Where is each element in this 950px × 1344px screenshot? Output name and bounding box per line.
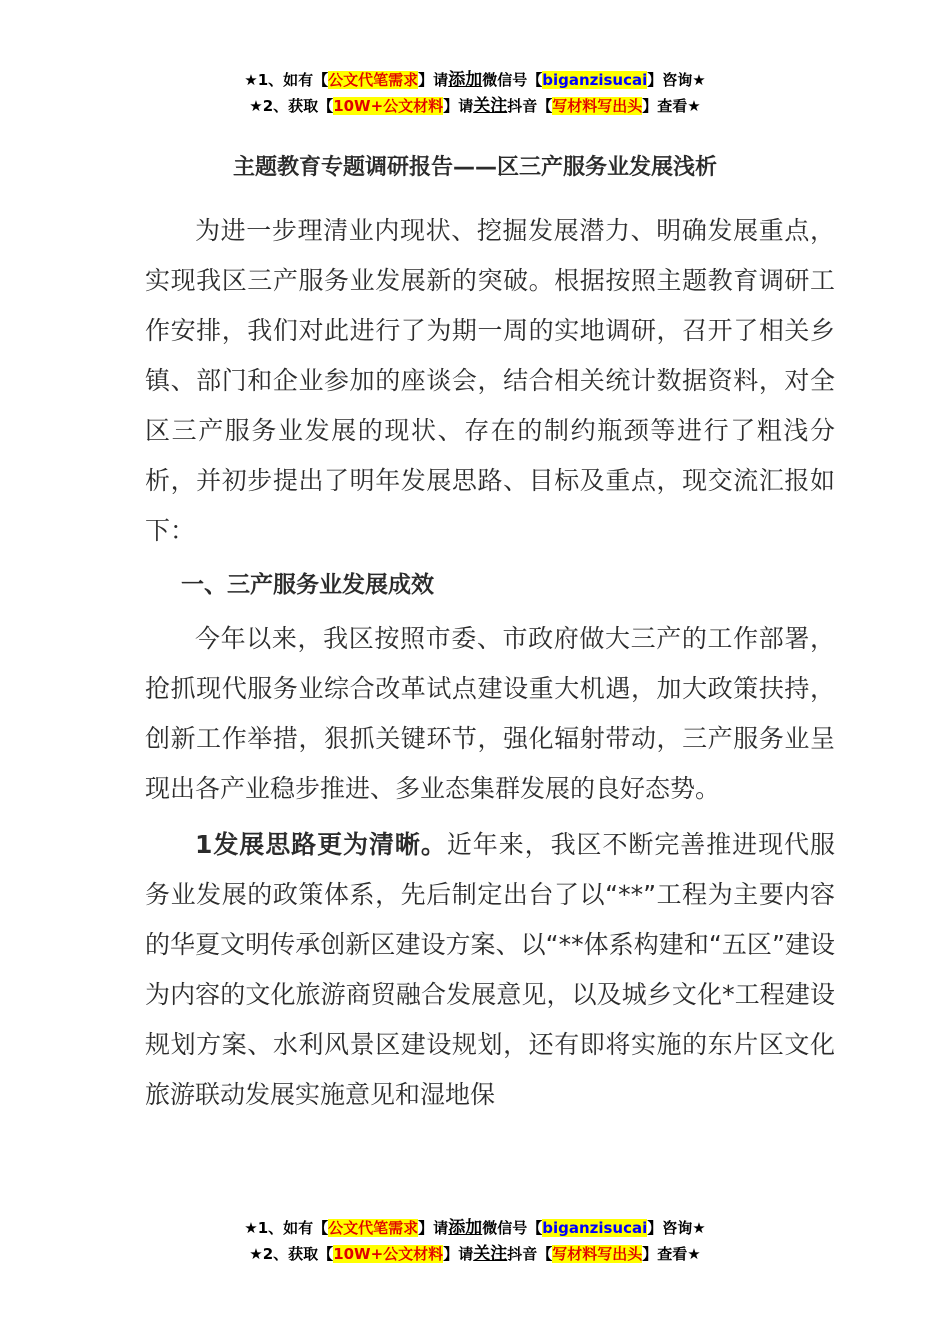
- banner-text: 】咨询★: [647, 71, 706, 89]
- point-lead: 1发展思路更为清晰。: [195, 830, 447, 859]
- top-banner: [0, 67, 950, 119]
- banner-text: 】请: [418, 71, 449, 89]
- point-text: 近年来，我区不断完善推进现代服务业发展的政策体系，先后制定出台了以“**”工程为主要内容的华夏文明传承创新区建设方案、以“**体系构建和“五区”建设为内容的文化旅游商贸融合发展意见，以及城乡文化*工程建设规划方案、水利风景区建设规划，还有即将实施的东片区文化旅游联动发展实施意见和湿地保: [145, 830, 835, 1109]
- banner-highlight: 10W+公文材料: [333, 1245, 444, 1263]
- banner-underlined: 添加: [448, 70, 483, 90]
- banner-text: ★1、如有【: [244, 1219, 329, 1237]
- intro-paragraph: 为进一步理清业内现状、挖掘发展潜力、明确发展重点，实现我区三产服务业发展新的突破。根据按照主题教育调研工作安排，我们对此进行了为期一周的实地调研，召开了相关乡镇、部门和企业参加的座谈会，结合相关统计数据资料，对全区三产服务业发展的现状、存在的制约瓶颈等进行了粗浅分析，并初步提出了明年发展思路、目标及重点，现交流汇报如下：: [145, 216, 835, 545]
- section-paragraph: 今年以来，我区按照市委、市政府做大三产的工作部署，抢抓现代服务业综合改革试点建设重大机遇，加大政策扶持，创新工作举措，狠抓关键环节，强化辐射带动，三产服务业呈现出各产业稳步推进、多业态集群发展的良好态势。: [145, 624, 835, 803]
- banner-underlined: 关注: [473, 96, 508, 116]
- banner-line-2: [0, 93, 950, 119]
- banner-text: 抖音【: [507, 97, 553, 115]
- bottom-banner: [0, 1215, 950, 1267]
- document-title: 主题教育专题调研报告——区三产服务业发展浅析: [232, 155, 717, 180]
- banner-text: 】请: [443, 1245, 474, 1263]
- point-paragraph: [145, 820, 835, 1120]
- banner-underlined: 关注: [473, 1244, 508, 1264]
- banner-text: 微信号【: [482, 1219, 543, 1237]
- banner-line-1: [0, 1215, 950, 1241]
- banner-highlight: 公文代笔需求: [328, 71, 419, 89]
- banner-text: 】请: [443, 97, 474, 115]
- banner-underlined: 添加: [448, 1218, 483, 1238]
- banner-text: 抖音【: [507, 1245, 553, 1263]
- banner-line-2: [0, 1241, 950, 1267]
- banner-text: ★2、获取【: [249, 1245, 334, 1263]
- banner-highlight: 10W+公文材料: [333, 97, 444, 115]
- banner-text: ★1、如有【: [244, 71, 329, 89]
- banner-highlight-wechat: biganzisucai: [542, 71, 648, 89]
- banner-text: 】咨询★: [647, 1219, 706, 1237]
- banner-text: 微信号【: [482, 71, 543, 89]
- banner-text: ★2、获取【: [249, 97, 334, 115]
- banner-highlight-douyin: 写材料写出头: [552, 97, 643, 115]
- banner-highlight-douyin: 写材料写出头: [552, 1245, 643, 1263]
- banner-line-1: [0, 67, 950, 93]
- banner-highlight-wechat: biganzisucai: [542, 1219, 648, 1237]
- banner-text: 】查看★: [642, 97, 701, 115]
- section-heading: 一、三产服务业发展成效: [181, 572, 434, 598]
- banner-text: 】请: [418, 1219, 449, 1237]
- banner-text: 】查看★: [642, 1245, 701, 1263]
- banner-highlight: 公文代笔需求: [328, 1219, 419, 1237]
- document-body: [145, 206, 835, 1120]
